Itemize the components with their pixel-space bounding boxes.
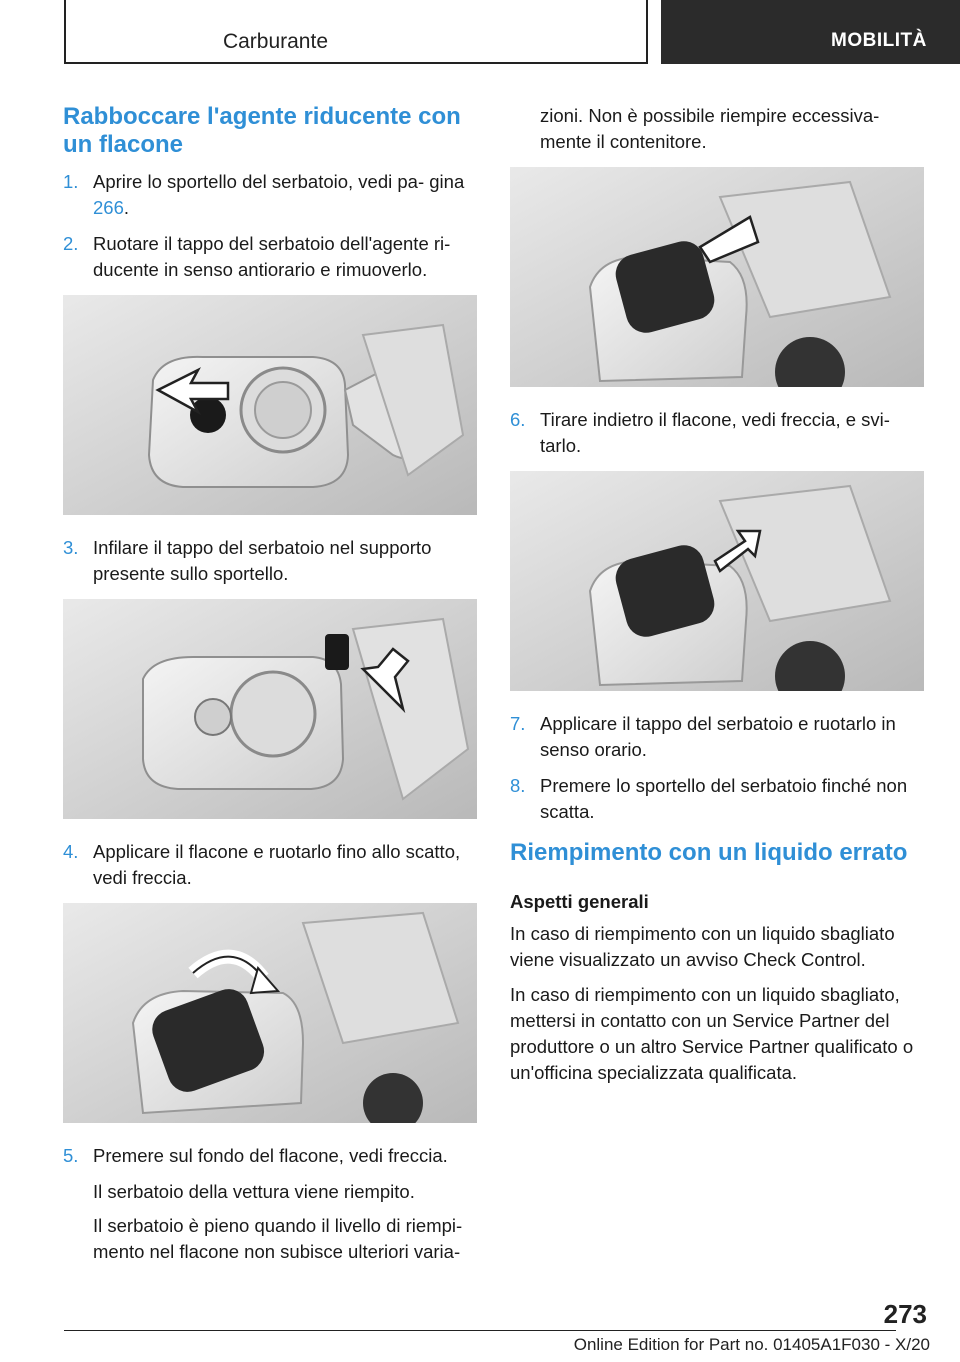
step-text: Applicare il tappo del serbatoio e ruotarlo in senso orario. — [540, 713, 896, 760]
step-5-note-continued: zioni. Non è possibile riempire eccessiva- mente il contenitore. — [540, 105, 880, 152]
step-number: 5. — [63, 1145, 79, 1166]
right-column — [510, 103, 926, 1095]
figure-press-bottle — [510, 167, 924, 387]
step-text: Tirare indietro il flacone, vedi freccia, e svi- tarlo. — [540, 409, 890, 456]
step-text: Aprire lo sportello del serbatoio, vedi pa- gina — [93, 171, 465, 192]
step-text-end: . — [123, 197, 130, 218]
footer-edition: Online Edition for Part no. 01405A1F030 - X/20 — [573, 1335, 930, 1354]
step-text: Applicare il flacone e ruotarlo fino allo scatto, vedi freccia. — [93, 841, 461, 888]
paragraph-2: In caso di riempimento con un liquido sbagliato, mettersi in contatto con un Service Partner del produttore o un altro Service Partner qualificato o un'officina specializzata qualificata. — [510, 984, 914, 1083]
step-7 — [510, 711, 926, 763]
footer-rule — [64, 1330, 896, 1331]
step-number: 3. — [63, 537, 79, 558]
step-number: 6. — [510, 409, 526, 430]
step-5-note-1: Il serbatoio della vettura viene riempito. — [93, 1181, 415, 1202]
figure-cap-on-flap — [63, 599, 477, 819]
header-chapter-tab — [661, 0, 960, 64]
step-number: 4. — [63, 841, 79, 862]
page-number: 273 — [883, 1299, 927, 1329]
left-column — [63, 103, 479, 1273]
figure-pull-bottle — [510, 471, 924, 691]
figure-remove-cap — [63, 295, 477, 515]
step-6 — [510, 407, 926, 459]
step-4 — [63, 839, 479, 891]
step-3 — [63, 535, 479, 587]
subsection-title: Aspetti generali — [510, 891, 649, 912]
section-title-refill: Rabboccare l'agente riducente con un flacone — [63, 103, 461, 158]
header-chapter-title: MOBILITÀ — [831, 30, 927, 51]
step-5 — [63, 1143, 479, 1169]
step-1 — [63, 169, 479, 221]
section-title-wrong-liquid: Riempimento con un liquido errato — [510, 839, 908, 866]
step-number: 2. — [63, 233, 79, 254]
step-number: 8. — [510, 775, 526, 796]
step-text: Premere lo sportello del serbatoio finché non scatta. — [540, 775, 908, 822]
step-number: 7. — [510, 713, 526, 734]
page-link[interactable]: 266 — [93, 197, 124, 218]
step-5-note-2: Il serbatoio è pieno quando il livello di riempi- mento nel flacone non subisce ulteriori varia- — [93, 1215, 463, 1262]
step-text: Premere sul fondo del flacone, vedi freccia. — [93, 1145, 448, 1166]
header-section-title: Carburante — [222, 30, 328, 53]
figure-apply-bottle — [63, 903, 477, 1123]
step-8 — [510, 773, 926, 825]
step-number: 1. — [63, 171, 79, 192]
step-2 — [63, 231, 479, 283]
header-frame — [64, 0, 648, 64]
step-text: Ruotare il tappo del serbatoio dell'agente ri- ducente in senso antiorario e rimuoverlo. — [93, 233, 451, 280]
step-text: Infilare il tappo del serbatoio nel supporto presente sullo sportello. — [93, 537, 432, 584]
paragraph-1: In caso di riempimento con un liquido sbagliato viene visualizzato un avviso Check Control. — [510, 923, 895, 970]
